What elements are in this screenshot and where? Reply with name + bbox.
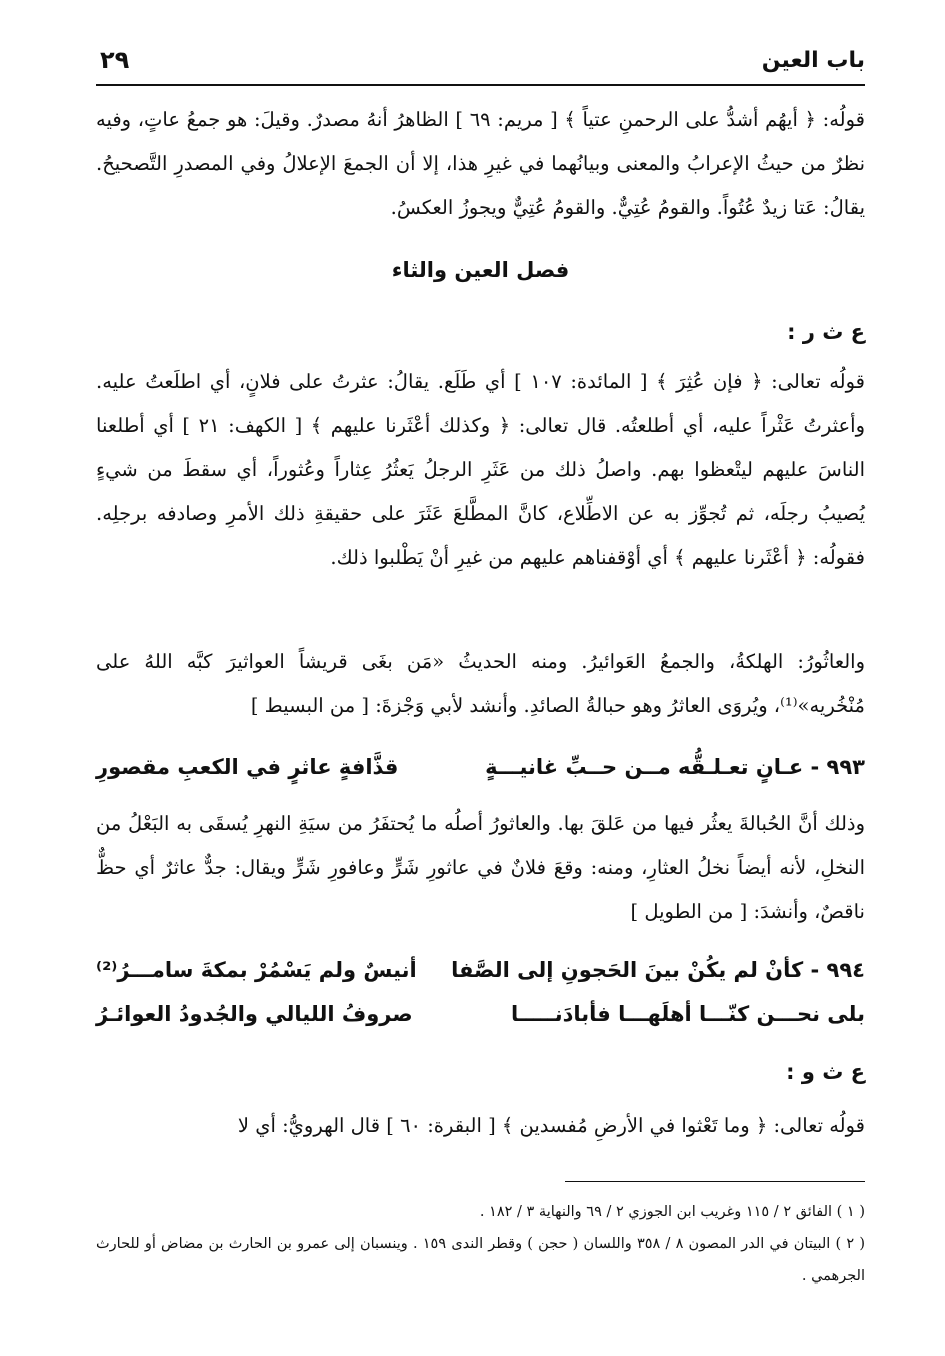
running-header [96,42,865,86]
root-heading-ayn-tha-waw: ع ث و : [786,1060,865,1084]
entry-paragraph-athara [96,360,865,580]
page-number: ٢٩ [100,46,130,74]
verse-first-hemistich: بلى نحـــن كنّـــا أهلَهـــا فأبادَنـــــا [510,1002,865,1026]
chapter-title: باب العين [761,48,865,73]
verse-993 [96,745,865,789]
paragraph-text: وذلك أنَّ الحُبالةَ يعثُر فيها من عَلقَ بها. والعاثورُ أصلُه ما يُحتفَرُ من سيَةِ النهرِ يُسقَى به البَعْلُ من النخلِ، لأنه أيضاً نخلُ العثارِ، ومنه: وقعَ فلانٌ في عاثورِ شَرٍّ وعافورِ شَرٍّ ويقال: جدٌّ عاثرٌ أي حظٌّ ناقصٌ، وأنشدَ: [ من الطويل ] [96,812,865,923]
verse-994-line2 [96,992,865,1036]
section-heading: فصل العين والثاء [391,258,570,282]
paragraph-text: قولُه تعالى: ﴿ فإن عُثِرَ ﴾ [ المائدة: ١٠٧ ] أي طَلَع. يقالُ: عثرتُ على فلانٍ، أي اطلَعتُ عليه. وأعثرتُ عَثْراً عليه، أي أطلعتُه. قال تعالى: ﴿ وكذلك أعْثَرنا عليهم ﴾ [ الكهف: ٢١ ] أي أطلعنا الناسَ عليهم ليتْعظوا بهم. واصلُ ذلك من عَثَرِ الرجلُ يَعثُرُ عِثاراً وعُثوراً، أي سقطَ من شيءٍ يُصيبُ رجلَه، ثم تُجوِّز به عن الاطِّلاع، كانَّ المطَّلعَ عَثَرَ على حقيقةِ ذلك الأمرِ وصادفه برجلِه. فقولُه: ﴿ أعْثَرنا عليهم ﴾ أي أوْقفناهم عليهم من غيرِ أنْ يَطْلبوا ذلك. [96,370,866,569]
verse-second-hemistich: أنيسٌ ولم يَسْمُرْ بمكةَ سامـــرُ⁽²⁾ [96,958,417,982]
entry-paragraph-hubala [96,802,865,934]
root-heading-ayn-tha-ra: ع ث ر : [787,320,865,344]
verse-first-hemistich: ٩٩٤ - كأنْ لم يكُنْ بينَ الحَجونِ إلى الصَّفا [451,958,865,982]
footnote-divider [565,1181,865,1182]
footnote-2: ( ٢ ) البيتان في الدر المصون ٨ / ٣٥٨ واللسان ( حجن ) وقطر الندى ١٥٩ . وينسبان إلى عمرو بن الحارث بن مضاض أو للحارث الجرهمي . [96,1236,865,1284]
paragraph-text: قولُه تعالى: ﴿ وما تَعْثوا في الأرضِ مُفسدين ﴾ [ البقرة: ٦٠ ] قال الهرويُّ: أي لا [237,1114,865,1137]
verse-first-hemistich: ٩٩٣ - عـانٍ تعـلـقُّه مــن حــبِّ غانيـــةٍ [485,755,865,779]
footnote-1: ( ١ ) الفائق ٢ / ١١٥ وغريب ابن الجوزي ٢ / ٦٩ والنهاية ٣ / ١٨٢ . [479,1204,865,1220]
verse-second-hemistich: صروفُ الليالي والجُدودُ العوائـرُ [96,1002,413,1026]
entry-paragraph-atiyy [96,98,865,230]
entry-paragraph-athw [96,1104,865,1148]
paragraph-text: والعاثُورُ: الهلكةُ، والجمعُ العَوائيرُ. ومنه الحديثُ «مَن بغَى قريشاً العواثيرَ كبَّه اللهُ على مُنْخُريه»⁽¹⁾، ويُروَى العاثرُ وهو حبالةُ الصائدِ. وأنشد لأبي وَجْزةَ: [ من البسيط ] [96,650,865,717]
paragraph-text: قولُه: ﴿ أيهُم أشدُّ على الرحمنِ عتياً ﴾ [ مريم: ٦٩ ] الظاهرُ أنهُ مصدرٌ. وقيلَ: هو جمعُ عاتٍ، وفيه نظرٌ من حيثُ الإعرابُ والمعنى وبيانُهما في غيرِ هذا، إلا أن الجمعَ الإعلالُ وفي المصدرِ التَّصحيحُ. يقالُ: عَتا زيدٌ عُتُواً. والقومُ عُتِيٌّ. والقومُ عُتِيٌّ ويجوزُ العكسُ. [96,108,865,219]
footnotes [96,1196,865,1292]
verse-second-hemistich: قذَّافةٍ عاثرٍ في الكعبِ مقصورِ [96,755,399,779]
entry-paragraph-athur [96,640,865,728]
verse-994-line1 [96,948,865,992]
